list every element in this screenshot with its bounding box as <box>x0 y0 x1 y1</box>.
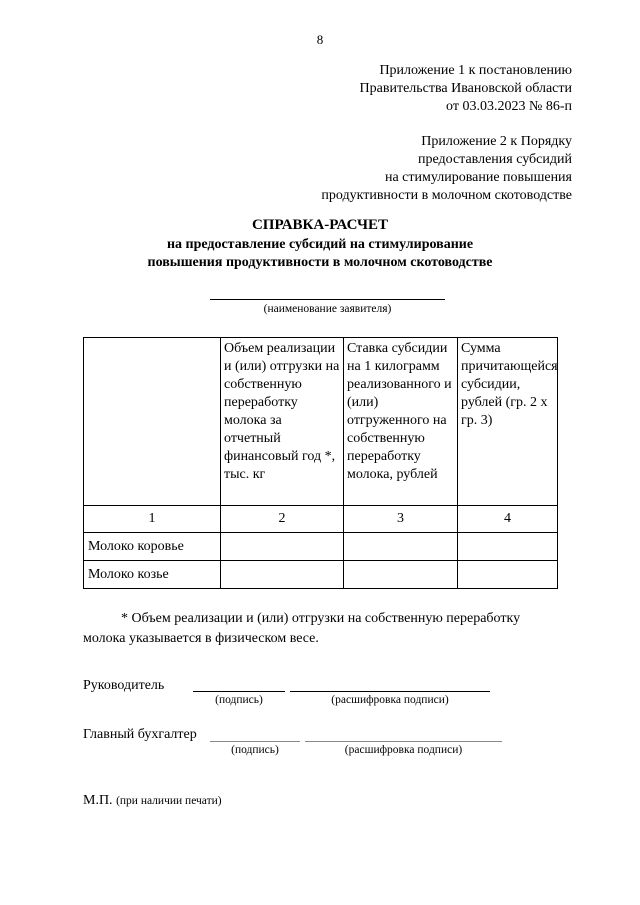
appendix-1-block <box>360 62 572 116</box>
column-number: 2 <box>221 506 344 533</box>
appendix-1-line: Приложение 1 к постановлению <box>379 63 572 78</box>
head-decode-line[interactable] <box>290 691 490 692</box>
appendix-2-line: Приложение 2 к Порядку <box>421 134 572 149</box>
appendix-1-line: от 03.03.2023 № 86-п <box>446 99 572 114</box>
table-header-cell: Сумма причитающейся субсидии, рублей (гр. 2 х гр. 3) <box>458 338 558 506</box>
head-label: Руководитель <box>83 678 165 693</box>
table-column-number-row <box>84 506 558 533</box>
table-header-cell: Объем реализации и (или) отгрузки на собственную переработку молока за отчетный финансовый год *, тыс. кг <box>221 338 344 506</box>
appendix-2-block <box>321 133 572 205</box>
column-number: 1 <box>84 506 221 533</box>
stamp-place <box>83 793 222 809</box>
head-signature-line[interactable] <box>193 691 285 692</box>
signature-caption: (подпись) <box>231 744 279 756</box>
appendix-2-line: предоставления субсидий <box>417 152 572 167</box>
stamp-label: М.П. <box>83 793 113 808</box>
amount-cell[interactable] <box>458 533 558 561</box>
table-header-cell <box>84 338 221 506</box>
document-subtitle-line: повышения продуктивности в молочном скотоводстве <box>147 255 493 270</box>
accountant-decode-line[interactable] <box>305 741 502 742</box>
decode-caption: (расшифровка подписи) <box>331 694 449 706</box>
applicant-caption: (наименование заявителя) <box>263 303 392 315</box>
volume-cell[interactable] <box>221 561 344 589</box>
footnote-line: молока указывается в физическом весе. <box>83 631 319 646</box>
footnote <box>83 609 563 649</box>
accountant-label: Главный бухгалтер <box>83 727 197 742</box>
table-row <box>84 533 558 561</box>
row-label: Молоко козье <box>84 561 221 589</box>
rate-cell[interactable] <box>344 533 458 561</box>
table-header-cell: Ставка субсидии на 1 килограмм реализованного и (или) отгруженного на собственную переработку молока, рублей <box>344 338 458 506</box>
page-number: 8 <box>316 32 324 47</box>
document-title: СПРАВКА-РАСЧЕТ <box>251 217 389 233</box>
decode-caption: (расшифровка подписи) <box>344 744 463 756</box>
table-header-row <box>84 338 558 506</box>
applicant-name-line <box>210 299 445 300</box>
stamp-note: (при наличии печати) <box>116 795 222 807</box>
table-row <box>84 561 558 589</box>
appendix-2-line: продуктивности в молочном скотоводстве <box>321 188 572 203</box>
appendix-1-line: Правительства Ивановской области <box>359 81 572 96</box>
rate-cell[interactable] <box>344 561 458 589</box>
signature-caption: (подпись) <box>215 694 263 706</box>
document-subtitle-line: на предоставление субсидий на стимулирование <box>166 237 474 252</box>
column-number: 4 <box>458 506 558 533</box>
footnote-line: * Объем реализации и (или) отгрузки на собственную переработку <box>121 611 521 626</box>
row-label: Молоко коровье <box>84 533 221 561</box>
accountant-signature-line[interactable] <box>210 741 300 742</box>
volume-cell[interactable] <box>221 533 344 561</box>
column-number: 3 <box>344 506 458 533</box>
amount-cell[interactable] <box>458 561 558 589</box>
calculation-table <box>83 337 558 589</box>
appendix-2-line: на стимулирование повышения <box>384 170 572 185</box>
